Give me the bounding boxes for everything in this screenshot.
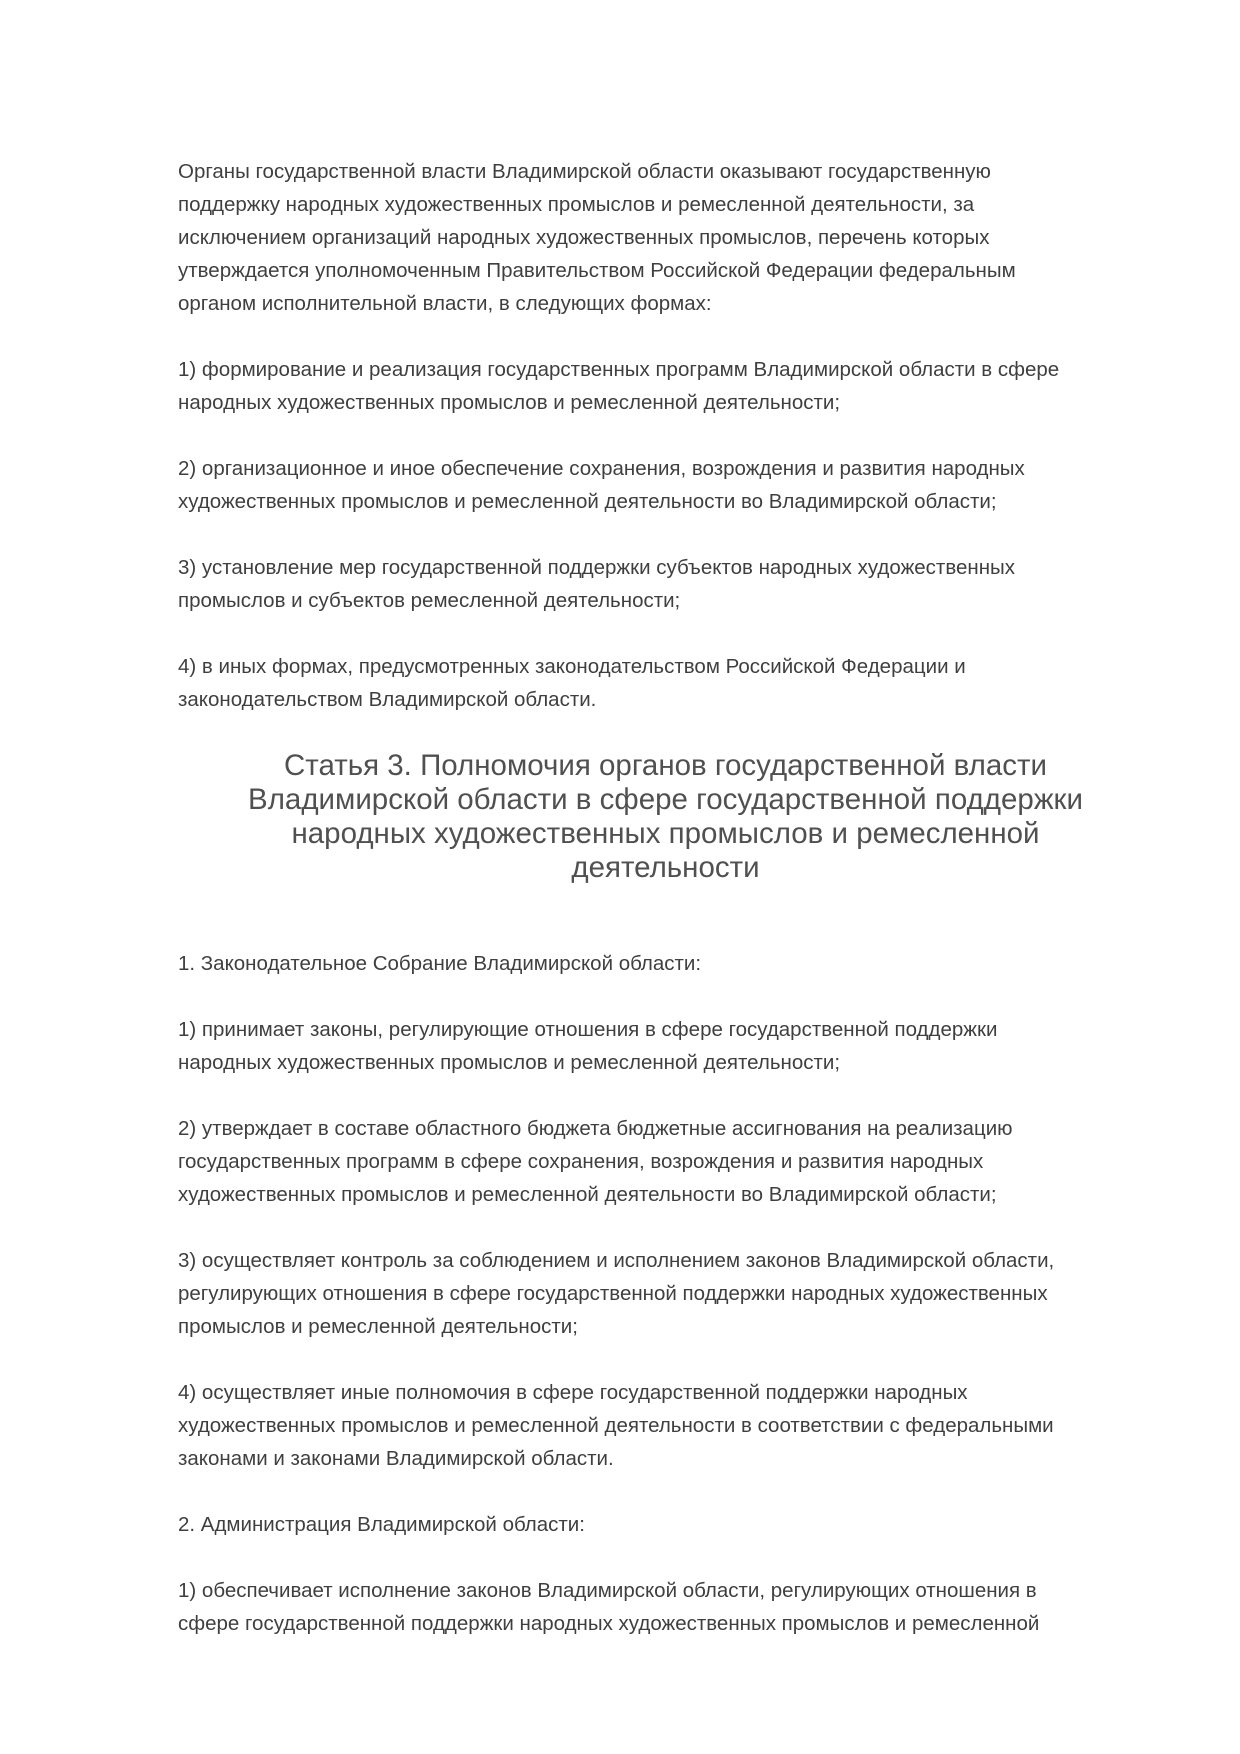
intro-paragraph [178,155,1153,320]
administration-item-1 [178,1574,1153,1640]
text-line: Органы государственной власти Владимирской области оказывают государственную [178,160,991,183]
text-line: регулирующих отношения в сфере государственной поддержки народных художественных [178,1282,1048,1305]
assembly-item-4 [178,1376,1153,1475]
text-line: 2. Администрация Владимирской области: [178,1513,585,1536]
heading-line: народных художественных промыслов и ремесленной [291,817,1040,850]
text-line: 1. Законодательное Собрание Владимирской области: [178,952,702,975]
form-item-3 [178,551,1153,617]
document-page [178,155,1153,1673]
form-item-1 [178,353,1153,419]
text-line: 2) утверждает в составе областного бюджета бюджетные ассигнования на реализацию [178,1117,1013,1140]
text-line: 1) обеспечивает исполнение законов Владимирской области, регулирующих отношения в [178,1579,1037,1602]
heading-line: Статья 3. Полномочия органов государственной власти [283,749,1047,782]
administration-title [178,1508,1153,1541]
text-line: 4) в иных формах, предусмотренных законодательством Российской Федерации и [178,655,966,678]
text-line: 1) формирование и реализация государственных программ Владимирской области в сфере [178,358,1060,381]
text-line: законами и законами Владимирской области. [178,1447,614,1470]
text-line: 1) принимает законы, регулирующие отношения в сфере государственной поддержки [178,1018,998,1041]
assembly-item-3 [178,1244,1153,1343]
text-line: 4) осуществляет иные полномочия в сфере государственной поддержки народных [178,1381,968,1404]
assembly-title [178,947,1153,980]
text-line: государственных программ в сфере сохранения, возрождения и развития народных [178,1150,984,1173]
text-line: поддержку народных художественных промыслов и ремесленной деятельности, за [178,193,975,216]
text-line: исключением организаций народных художественных промыслов, перечень которых [178,226,990,249]
text-line: народных художественных промыслов и ремесленной деятельности; [178,391,841,414]
assembly-item-2 [178,1112,1153,1211]
heading-line: Владимирской области в сфере государственной поддержки [248,783,1083,816]
text-line: художественных промыслов и ремесленной деятельности в соответствии с федеральными [178,1414,1054,1437]
heading-line: деятельности [571,851,760,884]
text-line: утверждается уполномоченным Правительством Российской Федерации федеральным [178,259,1016,282]
text-line: художественных промыслов и ремесленной деятельности во Владимирской области; [178,1183,997,1206]
text-line: художественных промыслов и ремесленной деятельности во Владимирской области; [178,490,997,513]
text-line: органом исполнительной власти, в следующих формах: [178,292,712,315]
assembly-item-1 [178,1013,1153,1079]
text-line: 3) установление мер государственной поддержки субъектов народных художественных [178,556,1016,579]
form-item-4 [178,650,1153,716]
text-line: промыслов и ремесленной деятельности; [178,1315,578,1338]
text-line: народных художественных промыслов и ремесленной деятельности; [178,1051,841,1074]
text-line: законодательством Владимирской области. [178,688,597,711]
text-line: 3) осуществляет контроль за соблюдением и исполнением законов Владимирской области, [178,1249,1055,1272]
text-line: сфере государственной поддержки народных художественных промыслов и ремесленной [178,1612,1040,1635]
form-item-2 [178,452,1153,518]
text-line: 2) организационное и иное обеспечение сохранения, возрождения и развития народных [178,457,1025,480]
article-heading [198,749,1133,885]
text-line: промыслов и субъектов ремесленной деятельности; [178,589,681,612]
